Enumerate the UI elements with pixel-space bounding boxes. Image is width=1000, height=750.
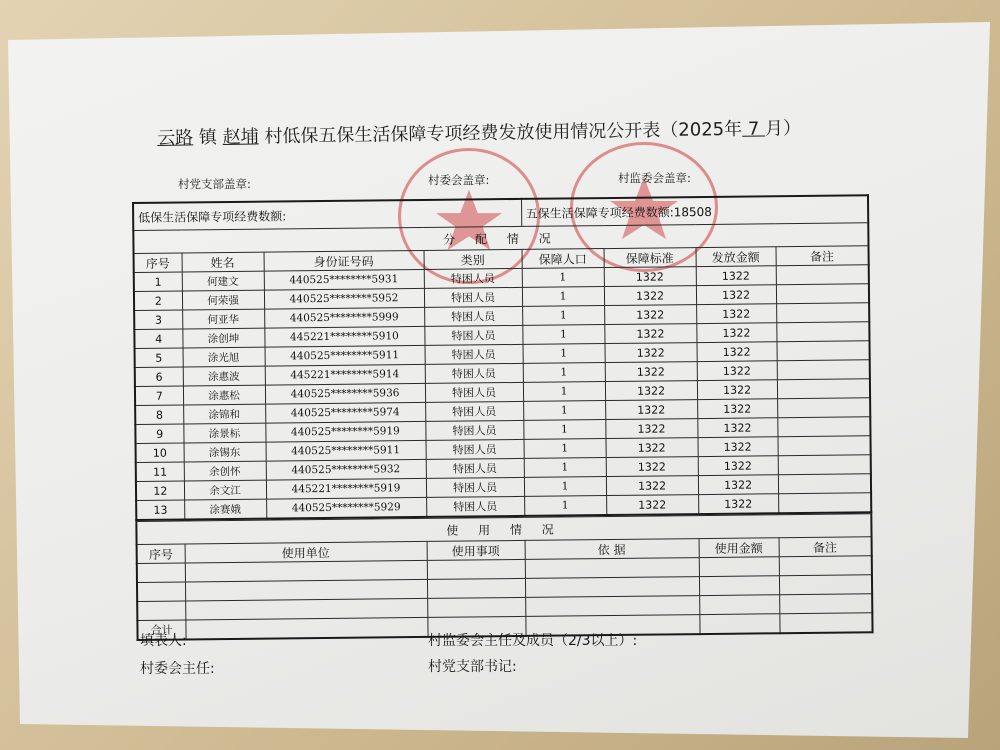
cell-id-number: 445221********5919 — [266, 478, 426, 499]
cell-standard: 1322 — [605, 419, 697, 439]
cell-household-size: 1 — [524, 439, 606, 459]
cell-amount: 1322 — [697, 418, 777, 438]
cell-standard: 1322 — [606, 495, 698, 515]
cell-name: 涂光旭 — [183, 347, 265, 367]
cell-id-number: 445221********5910 — [264, 326, 424, 347]
wubao-fund-cell — [521, 195, 868, 226]
cell-remark — [778, 474, 871, 494]
cell-remark — [778, 455, 871, 475]
col-header: 保障标准 — [604, 248, 696, 268]
col-header: 发放金额 — [696, 247, 776, 267]
title-town: 云路 — [157, 127, 194, 149]
cell-row-number: 12 — [136, 481, 184, 501]
cell-remark — [776, 303, 869, 323]
cell-category: 特困人员 — [425, 401, 523, 421]
col-header: 依 据 — [525, 539, 699, 560]
cell-household-size: 1 — [522, 325, 604, 345]
cell-row-number: 6 — [135, 367, 183, 387]
cell-remark — [777, 379, 870, 399]
cell-row-number: 8 — [135, 405, 183, 425]
cell-amount: 1322 — [696, 285, 776, 305]
cell-remark — [777, 398, 870, 418]
cell-remark — [778, 493, 871, 513]
cell-id-number: 440525********5919 — [265, 421, 425, 442]
cell-standard: 1322 — [604, 305, 696, 325]
col-header: 类别 — [424, 249, 522, 269]
cell-id-number: 440525********5911 — [266, 440, 426, 461]
col-header: 使用单位 — [185, 541, 427, 563]
cell-amount: 1322 — [698, 456, 778, 476]
cell-name: 涂创坤 — [182, 328, 264, 348]
col-header: 身份证号码 — [264, 250, 424, 271]
cell-name: 涂景标 — [183, 423, 265, 443]
cell-id-number: 440525********5911 — [265, 345, 425, 366]
supervision-seal-label: 村监委会盖章: — [618, 171, 691, 185]
cell-household-size: 1 — [523, 420, 605, 440]
cell-id-number: 440525********5952 — [264, 288, 424, 309]
cell-remark — [776, 322, 869, 342]
cell-standard: 1322 — [604, 324, 696, 344]
cell-category: 特困人员 — [425, 344, 523, 364]
col-header: 备注 — [779, 537, 872, 557]
cell-name: 涂锡东 — [184, 442, 266, 462]
cell-standard: 1322 — [606, 476, 698, 496]
cell-row-number: 4 — [134, 329, 182, 349]
cell-standard: 1322 — [604, 286, 696, 306]
cell-remark — [778, 436, 871, 456]
cell-row-number: 7 — [135, 386, 183, 406]
cell-category: 特困人员 — [425, 363, 523, 383]
disclosure-table — [132, 194, 871, 637]
cell-category: 特困人员 — [425, 420, 523, 440]
col-header: 姓名 — [182, 252, 264, 272]
cell-id-number: 440525********5999 — [264, 307, 424, 328]
title-rest: 村低保五保生活保障专项经费发放使用情况公开表（2025年 — [258, 118, 743, 148]
title-town-suffix: 镇 — [193, 126, 223, 149]
cell-household-size: 1 — [524, 496, 606, 516]
col-header: 序号 — [137, 544, 185, 564]
filler-label: 填表人: — [140, 633, 187, 649]
cell-amount: 1322 — [698, 475, 778, 495]
cell-category: 特困人员 — [426, 439, 524, 459]
cell-row-number: 13 — [136, 500, 184, 520]
cell-row-number: 5 — [135, 348, 183, 368]
cell-name: 何建文 — [182, 271, 264, 291]
cell-amount: 1322 — [697, 380, 777, 400]
cell-amount: 1322 — [698, 437, 778, 457]
cell-amount: 1322 — [696, 323, 776, 343]
cell-standard: 1322 — [606, 438, 698, 458]
cell-category: 特困人员 — [424, 268, 522, 288]
cell-amount: 1322 — [697, 399, 777, 419]
cell-category: 特困人员 — [424, 287, 522, 307]
cell-category: 特困人员 — [426, 458, 524, 478]
cell-household-size: 1 — [524, 477, 606, 497]
cell-category: 特困人员 — [424, 306, 522, 326]
cell-name: 余文江 — [184, 480, 266, 500]
cell-category: 特困人员 — [424, 325, 522, 345]
committee-head-label: 村委会主任: — [140, 661, 215, 677]
distribution-section-title: 分 配 情 况 — [133, 223, 868, 254]
cell-name: 余创怀 — [184, 461, 266, 481]
cell-standard: 1322 — [605, 362, 697, 382]
cell-category: 特困人员 — [426, 477, 524, 497]
cell-household-size: 1 — [522, 306, 604, 326]
cell-name: 涂锦和 — [183, 404, 265, 424]
wubao-fund-label: 五保生活保障专项经费数额: — [525, 204, 674, 221]
col-header: 备注 — [776, 246, 869, 266]
cell-id-number: 440525********5974 — [265, 402, 425, 423]
cell-household-size: 1 — [522, 268, 604, 288]
cell-id-number: 440525********5931 — [264, 269, 424, 290]
cell-id-number: 440525********5932 — [266, 459, 426, 480]
cell-id-number: 445221********5914 — [265, 364, 425, 385]
total-label: 合计 — [137, 620, 185, 640]
dibao-fund-label: 低保生活保障专项经费数额: — [133, 199, 521, 231]
supervision-members-label: 村监委会主任及成员（2/3以上）: — [428, 633, 638, 649]
col-header: 保障人口 — [522, 249, 604, 269]
title-village: 赵埔 — [222, 126, 259, 148]
cell-name: 何亚华 — [182, 309, 264, 329]
cell-household-size: 1 — [523, 344, 605, 364]
cell-household-size: 1 — [523, 363, 605, 383]
usage-section-title: 使 用 情 况 — [136, 514, 871, 545]
party-seal-label: 村党支部盖章: — [178, 177, 251, 191]
cell-amount: 1322 — [696, 266, 776, 286]
party-secretary-label: 村党支部书记: — [428, 659, 517, 675]
cell-name: 涂赛娥 — [184, 499, 266, 519]
cell-standard: 1322 — [604, 267, 696, 287]
cell-amount: 1322 — [696, 304, 776, 324]
cell-row-number: 1 — [134, 272, 182, 292]
cell-standard: 1322 — [606, 457, 698, 477]
wubao-fund-value: 18508 — [673, 204, 712, 219]
cell-row-number: 10 — [136, 443, 184, 463]
cell-household-size: 1 — [524, 458, 606, 478]
col-header: 使用金额 — [699, 538, 779, 558]
cell-remark — [776, 265, 869, 285]
title-month-suffix: 月） — [764, 117, 802, 140]
committee-seal-label: 村委会盖章: — [428, 173, 490, 187]
cell-remark — [777, 341, 870, 361]
col-header: 使用事项 — [427, 540, 525, 560]
cell-name: 何荣强 — [182, 290, 264, 310]
cell-id-number: 440525********5936 — [265, 383, 425, 404]
cell-row-number: 3 — [134, 310, 182, 330]
cell-amount: 1322 — [697, 342, 777, 362]
cell-standard: 1322 — [605, 343, 697, 363]
cell-category: 特困人员 — [426, 496, 524, 517]
cell-standard: 1322 — [605, 381, 697, 401]
title-month: 7 — [741, 118, 766, 140]
cell-standard: 1322 — [605, 400, 697, 420]
cell-remark — [777, 360, 870, 380]
cell-household-size: 1 — [522, 287, 604, 307]
cell-amount: 1322 — [698, 494, 778, 514]
cell-name: 涂惠松 — [183, 385, 265, 405]
col-header: 序号 — [134, 253, 182, 273]
cell-amount: 1322 — [697, 361, 777, 381]
cell-household-size: 1 — [523, 401, 605, 421]
cell-name: 涂惠波 — [183, 366, 265, 386]
cell-row-number: 11 — [136, 462, 184, 482]
cell-remark — [776, 284, 869, 304]
cell-row-number: 2 — [134, 291, 182, 311]
cell-category: 特困人员 — [425, 382, 523, 402]
cell-id-number: 440525********5929 — [266, 497, 426, 518]
cell-row-number: 9 — [135, 424, 183, 444]
cell-household-size: 1 — [523, 382, 605, 402]
cell-remark — [777, 417, 870, 437]
